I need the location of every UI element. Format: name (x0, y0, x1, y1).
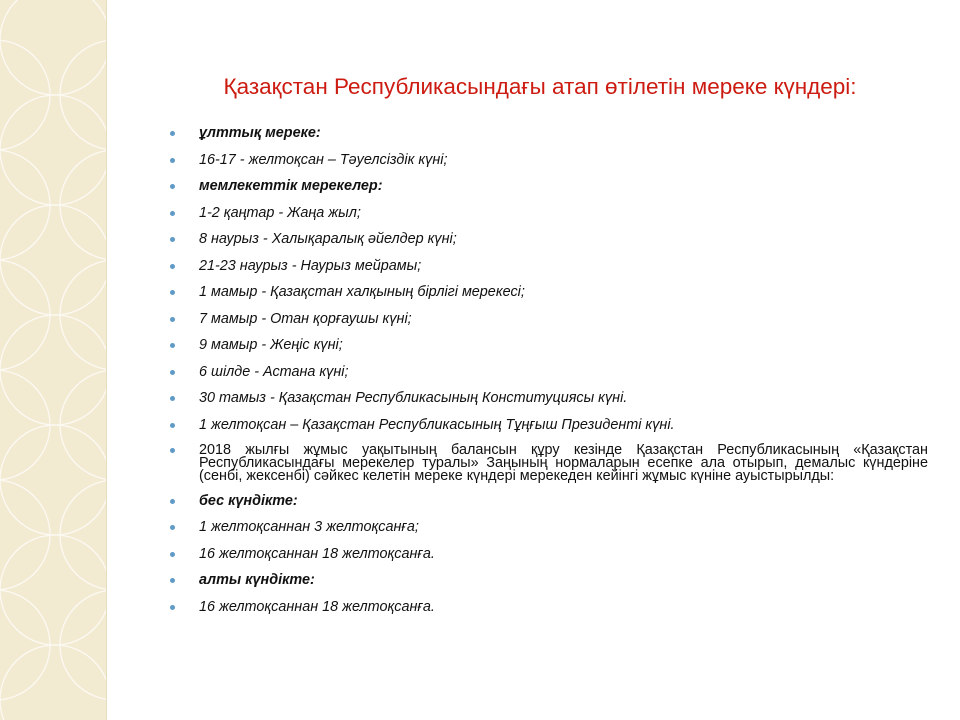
decorative-pattern (0, 0, 106, 720)
decorative-side-panel (0, 0, 106, 720)
list-item (168, 492, 928, 510)
list-item-text: ұлттық мереке: (199, 125, 321, 141)
list-item-text: 16 желтоқсаннан 18 желтоқсанға. (199, 598, 435, 615)
list-item-text: 16 желтоқсаннан 18 желтоқсанға. (199, 545, 435, 562)
bullet-icon (170, 552, 175, 557)
list-item-text: 7 мамыр - Отан қорғаушы күні; (199, 310, 412, 327)
bullet-icon (170, 396, 175, 401)
list-item (168, 389, 928, 407)
bullet-icon (170, 423, 175, 428)
list-item (168, 416, 928, 434)
list-item-text: 1-2 қаңтар - Жаңа жыл; (199, 204, 361, 221)
list-item-text: 1 желтоқсан – Қазақстан Республикасының Тұңғыш Президенті күні. (199, 416, 675, 433)
list-item (168, 230, 928, 248)
list-item (168, 151, 928, 169)
list-item-text: 1 желтоқсаннан 3 желтоқсанға; (199, 519, 419, 536)
list-item-text: 1 мамыр - Қазақстан халқының бірлігі мерекесі; (199, 284, 525, 300)
holiday-list (168, 124, 928, 624)
list-item-text: 9 мамыр - Жеңіс күні; (199, 337, 343, 353)
list-item (168, 518, 928, 536)
list-item (168, 545, 928, 563)
bullet-icon (170, 370, 175, 375)
bullet-icon (170, 290, 175, 295)
bullet-icon (170, 317, 175, 322)
list-item (168, 177, 928, 195)
list-item (168, 310, 928, 328)
list-item (168, 442, 928, 484)
list-item-text: 16-17 - желтоқсан – Тәуелсіздік күні; (199, 151, 448, 168)
list-item-text: мемлекеттік мерекелер: (199, 178, 383, 194)
list-item (168, 363, 928, 381)
bullet-icon (170, 525, 175, 530)
list-item (168, 598, 928, 616)
list-item-text: 2018 жылғы жұмыс уақытының балансын құру кезінде Қазақстан Республикасының «Қазақстан Республикасындағы мерекелер туралы» Заңының нормаларын есепке ала отырып, демалыс күндеріне (сенбі, жексенбі) сәйкес келетін мереке күндері мерекеден кейінгі жұмыс күніне ауыстырылды: (199, 442, 928, 485)
bullet-icon (170, 158, 175, 163)
list-item-text: 30 тамыз - Қазақстан Республикасының Конституциясы күні. (199, 390, 628, 406)
bullet-icon (170, 211, 175, 216)
bullet-icon (170, 578, 175, 583)
bullet-icon (170, 184, 175, 189)
list-item (168, 283, 928, 301)
bullet-icon (170, 264, 175, 269)
bullet-icon (170, 605, 175, 610)
bullet-icon (170, 237, 175, 242)
list-item-text: 21-23 наурыз - Наурыз мейрамы; (199, 257, 422, 274)
slide-title: Қазақстан Республикасындағы атап өтілетін мереке күндері: (223, 74, 857, 99)
bullet-icon (170, 343, 175, 348)
bullet-icon (170, 448, 175, 453)
bullet-icon (170, 131, 175, 136)
list-item-text: 8 наурыз - Халықаралық әйелдер күні; (199, 231, 457, 247)
side-panel-divider (106, 0, 107, 720)
list-item (168, 571, 928, 589)
list-item-text: бес күндікте: (199, 492, 298, 509)
list-item (168, 204, 928, 222)
list-item (168, 336, 928, 354)
list-item (168, 257, 928, 275)
bullet-icon (170, 499, 175, 504)
list-item-text: 6 шілде - Астана күні; (199, 363, 349, 380)
list-item (168, 124, 928, 142)
list-item-text: алты күндікте: (199, 572, 315, 589)
